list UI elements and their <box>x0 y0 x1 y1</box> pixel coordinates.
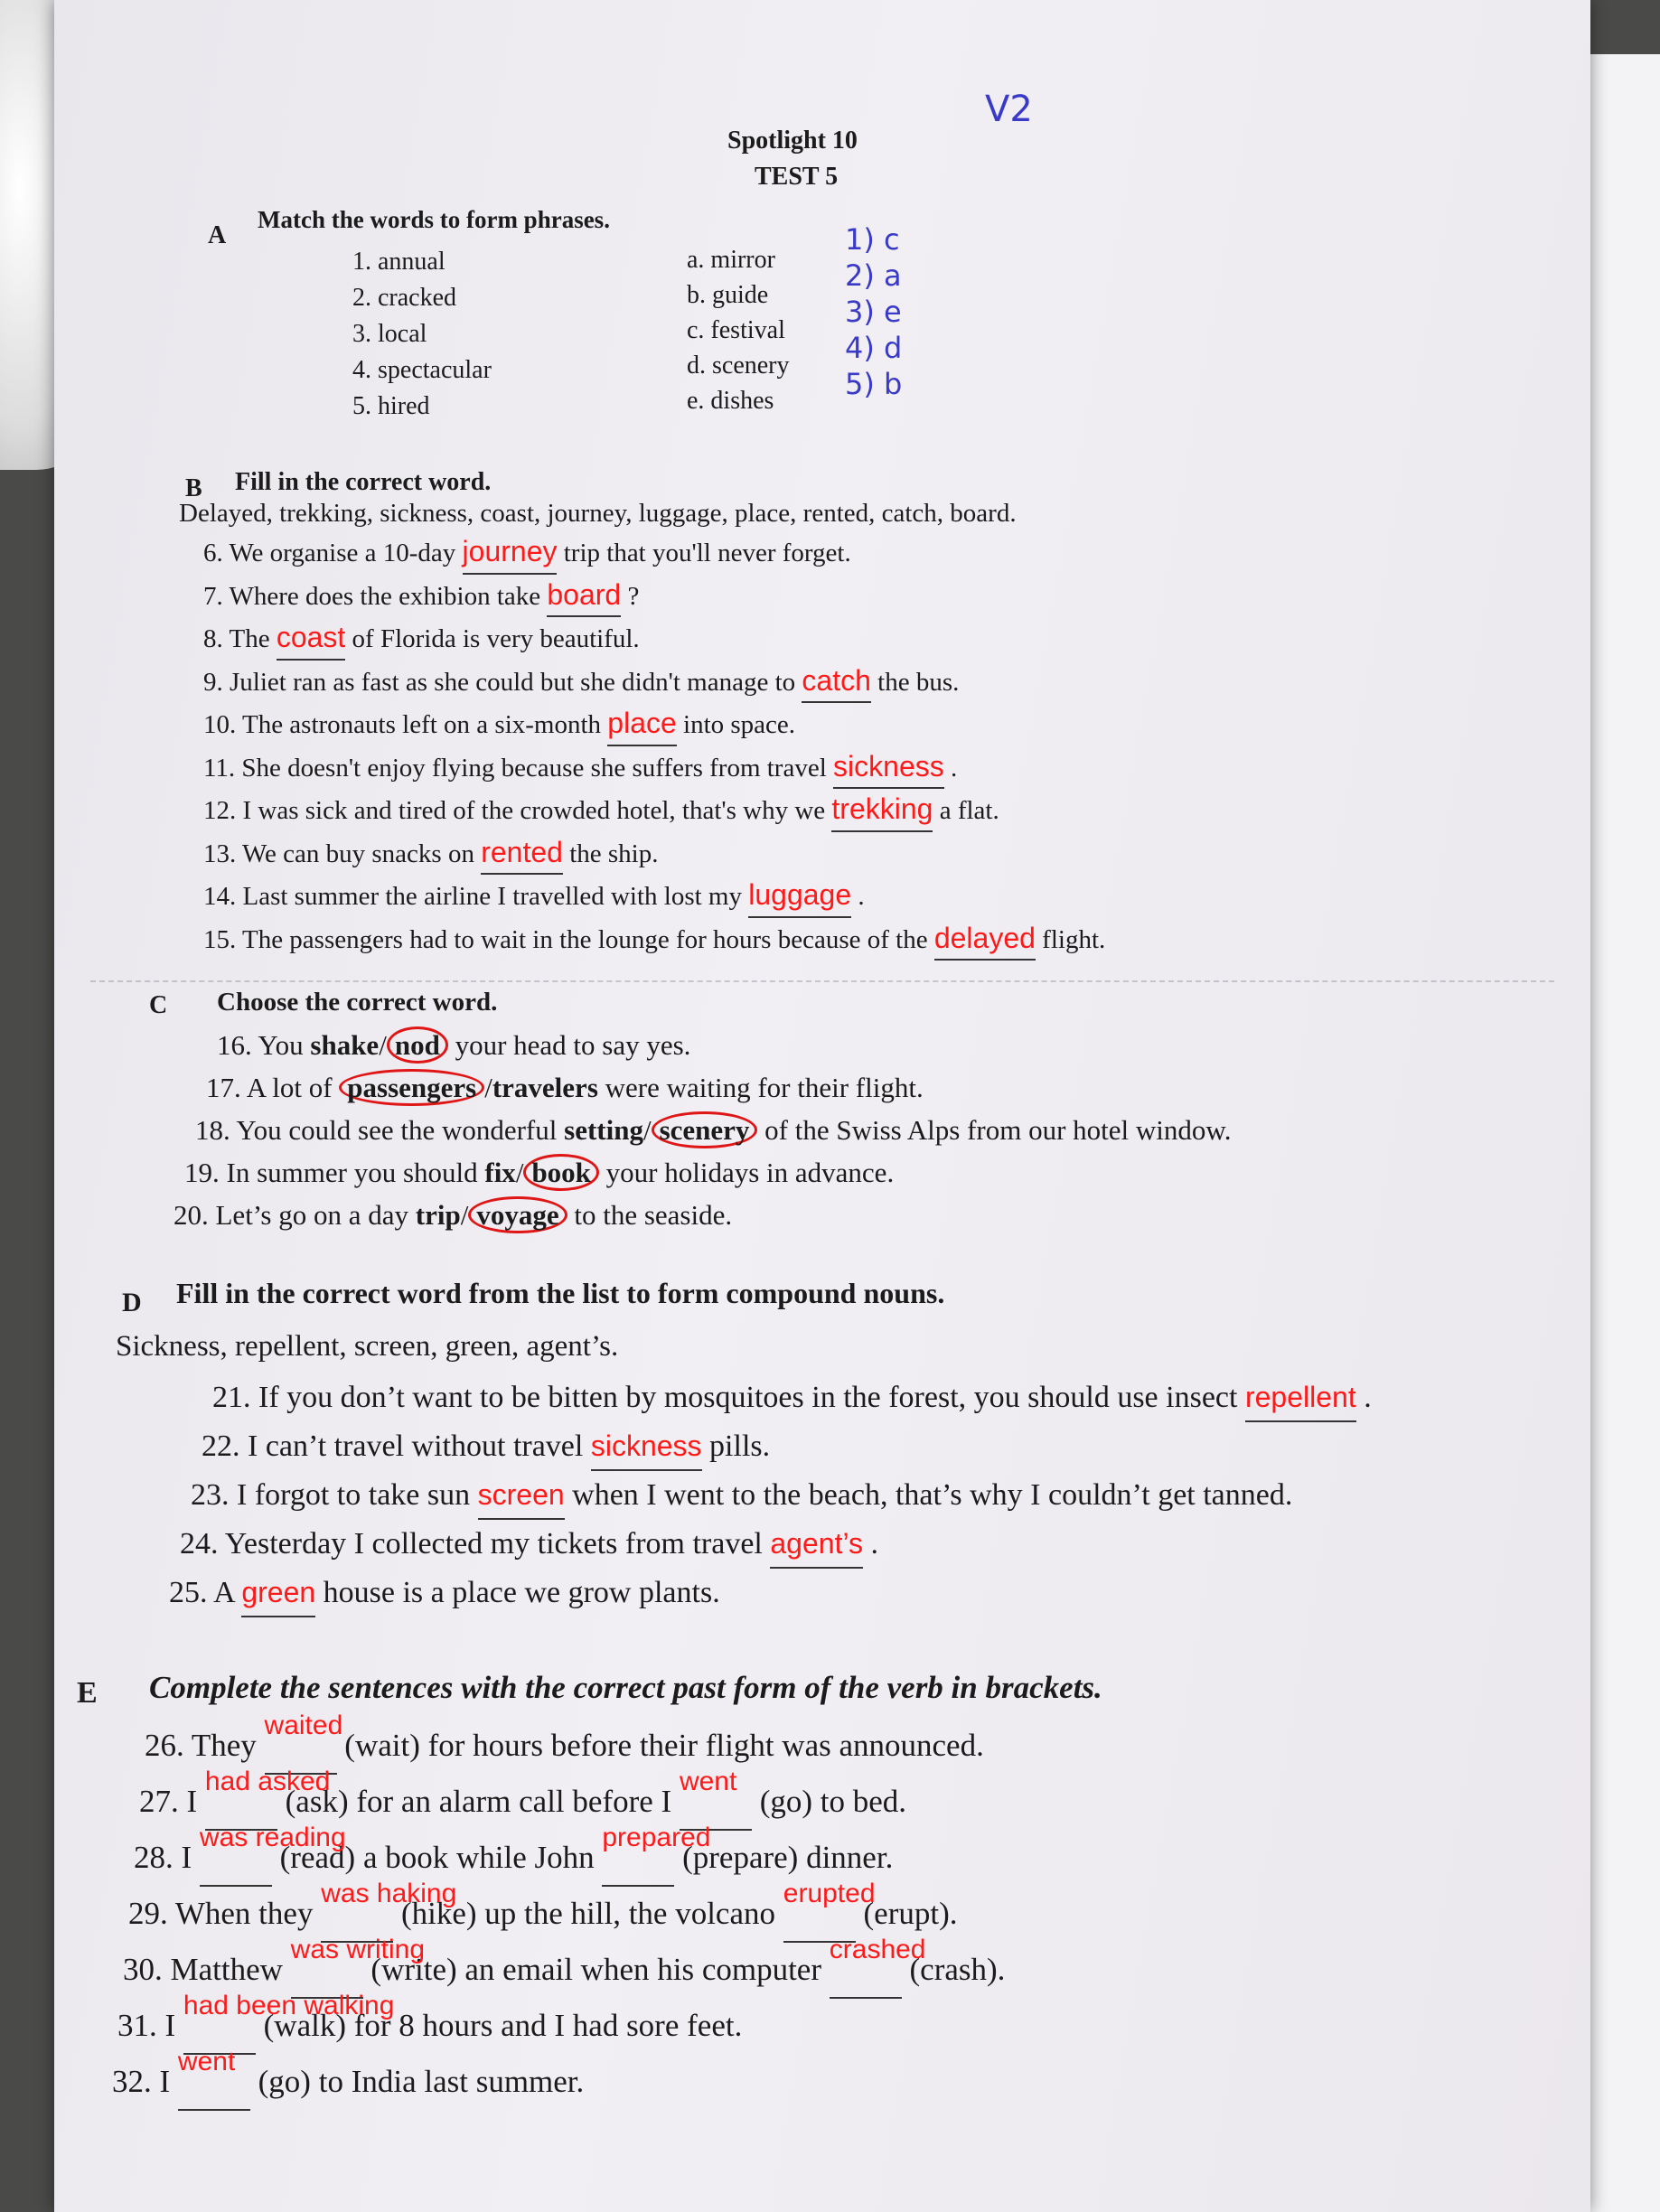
sentence-row <box>203 531 1105 575</box>
answer-text: had asked <box>204 1767 331 1796</box>
sentence-row <box>184 1151 1232 1194</box>
answer-text: erupted <box>783 1879 876 1908</box>
answer-blank: luggage <box>748 875 851 918</box>
option-separator: / <box>484 1072 492 1103</box>
handwritten-answer: 2) a <box>845 258 902 293</box>
answer-text: was writing <box>290 1935 426 1964</box>
sentence-text: your holidays in advance. <box>605 1157 895 1188</box>
handwritten-answer: 4) d <box>845 331 903 365</box>
list-item: 5. hired <box>352 392 430 420</box>
option-word: nod <box>387 1026 448 1064</box>
section-d-letter: D <box>122 1288 142 1317</box>
sentence-row <box>203 789 1105 832</box>
sentence-text: (go) to India last summer. <box>258 2064 585 2099</box>
sentence-text: your head to say yes. <box>455 1029 691 1061</box>
sentence-text: 24. Yesterday I collected my tickets from travel <box>180 1527 763 1561</box>
option-word: book <box>523 1154 598 1191</box>
list-item: c. festival <box>687 316 785 344</box>
sentence-text: of the Swiss Alps from our hotel window. <box>764 1114 1232 1146</box>
sentence-row <box>203 875 1105 918</box>
sentence-row <box>112 2047 1005 2111</box>
answer-text: was reading <box>199 1823 346 1852</box>
sentence-row <box>203 703 1105 746</box>
option-word: shake <box>310 1029 380 1061</box>
sentence-text: 22. I can’t travel without travel <box>202 1429 584 1463</box>
sentence-text: 12. I was sick and tired of the crowded hotel, that's why we <box>203 796 826 825</box>
section-d-wordlist: Sickness, repellent, screen, green, agent’s. <box>116 1330 619 1363</box>
option-word: scenery <box>652 1111 758 1148</box>
sentence-text: the ship. <box>569 839 659 868</box>
list-item: d. scenery <box>687 351 790 380</box>
answer-blank: rented <box>481 832 563 876</box>
sentence-text: 30. Matthew <box>123 1952 283 1987</box>
answer-text: waited <box>264 1711 343 1740</box>
section-c-items <box>174 1024 1232 1236</box>
answer-blank: sickness <box>591 1422 702 1471</box>
sentence-text: (read) a book while John <box>279 1840 595 1875</box>
sentence-text: 6. We organise a 10-day <box>203 539 456 567</box>
sentence-text: 7. Where does the exhibion take <box>203 581 541 611</box>
sentence-text: 17. A lot of <box>206 1072 333 1103</box>
answer-blank: agent’s <box>770 1520 863 1569</box>
answer-slot <box>829 1935 926 1999</box>
sentence-text: (prepare) dinner. <box>682 1840 894 1875</box>
sentence-row <box>202 1422 1372 1471</box>
option-separator: / <box>379 1029 387 1061</box>
sentence-row <box>203 617 1105 661</box>
option-word: setting <box>564 1114 643 1146</box>
list-item: 4. spectacular <box>352 356 492 384</box>
answer-blank: coast <box>277 617 345 661</box>
answer-text: had been walking <box>183 1991 395 2020</box>
answer-text: went <box>177 2047 236 2076</box>
sentence-text: 21. If you don’t want to be bitten by mosquitoes in the forest, you should use insect <box>212 1381 1238 1414</box>
sentence-text: . <box>870 1527 878 1561</box>
sentence-text: 26. They <box>145 1728 257 1763</box>
answer-blank: trekking <box>831 789 933 832</box>
answer-text: went <box>679 1767 737 1796</box>
sentence-row <box>203 918 1105 961</box>
sentence-text: (walk) for 8 hours and I had sore feet. <box>263 2008 743 2043</box>
answer-blank: delayed <box>934 918 1036 961</box>
option-word: travelers <box>492 1072 598 1103</box>
sentence-text: 27. I <box>139 1784 198 1819</box>
section-b-items <box>203 531 1105 961</box>
sentence-text: 25. A <box>169 1576 234 1609</box>
list-item: 1. annual <box>352 248 445 276</box>
answer-blank: green <box>241 1569 315 1617</box>
sentence-text: the bus. <box>877 667 960 697</box>
worksheet-page <box>54 0 1590 2212</box>
option-word: voyage <box>468 1196 567 1233</box>
test-number: TEST 5 <box>755 163 839 191</box>
side-paper <box>1586 54 1660 2212</box>
section-d-items <box>163 1373 1372 1617</box>
sentence-text: (wait) for hours before their flight was announced. <box>344 1728 984 1763</box>
sentence-text: 14. Last summer the airline I travelled with lost my <box>203 882 742 911</box>
option-separator: / <box>515 1157 524 1188</box>
sentence-text: 8. The <box>203 624 270 653</box>
sentence-text: 19. In summer you should <box>184 1157 478 1188</box>
worksheet-title: Spotlight 10 <box>727 127 858 155</box>
sentence-text: house is a place we grow plants. <box>323 1576 720 1609</box>
sentence-text: of Florida is very beautiful. <box>352 624 640 653</box>
sentence-text: (ask) for an alarm call before I <box>285 1784 672 1819</box>
answer-slot <box>177 2047 250 2111</box>
option-word: trip <box>415 1199 461 1231</box>
section-b-wordlist: Delayed, trekking, sickness, coast, journey, luggage, place, rented, catch, board. <box>179 499 1017 528</box>
sentence-text: . <box>950 753 958 783</box>
sentence-row <box>206 1066 1232 1109</box>
answer-blank: place <box>607 703 677 746</box>
sentence-row <box>203 746 1105 790</box>
sentence-text: 20. Let’s go on a day <box>174 1199 409 1231</box>
section-a-letter: A <box>208 221 227 249</box>
sentence-text: a flat. <box>939 796 999 825</box>
sentence-row <box>169 1569 1372 1617</box>
section-a-left-list <box>352 244 492 425</box>
sentence-text: ? <box>627 581 640 611</box>
sentence-text: to the seaside. <box>574 1199 733 1231</box>
sentence-text: 18. You could see the wonderful <box>195 1114 558 1146</box>
sentence-text: (hike) up the hill, the volcano <box>400 1896 776 1931</box>
section-a-heading: Match the words to form phrases. <box>258 206 610 233</box>
sentence-text: 16. You <box>217 1029 304 1061</box>
answer-blank: journey <box>463 531 558 575</box>
answer-slot <box>602 1823 711 1887</box>
answer-blank: screen <box>478 1471 565 1520</box>
sentence-text: 15. The passengers had to wait in the lounge for hours because of the <box>203 924 928 954</box>
section-b-heading: Fill in the correct word. <box>235 468 492 496</box>
section-c-letter: C <box>149 991 168 1019</box>
sentence-text: 28. I <box>134 1840 192 1875</box>
answer-blank: repellent <box>1245 1373 1356 1422</box>
sentence-row <box>180 1520 1372 1569</box>
section-c-heading: Choose the correct word. <box>217 988 498 1017</box>
sentence-text: were waiting for their flight. <box>605 1072 924 1103</box>
sentence-text: 9. Juliet ran as fast as she could but she didn't manage to <box>203 667 796 697</box>
sentence-text: (crash). <box>909 1952 1006 1987</box>
sentence-text: (write) an email when his computer <box>370 1952 822 1987</box>
sentence-text: 10. The astronauts left on a six-month <box>203 710 602 739</box>
sentence-text: when I went to the beach, that’s why I couldn’t get tanned. <box>572 1478 1293 1512</box>
sentence-row <box>117 1991 1005 2055</box>
sentence-row <box>191 1471 1372 1520</box>
answer-slot <box>199 1823 346 1887</box>
sentence-text: pills. <box>709 1429 771 1463</box>
list-item: a. mirror <box>687 246 775 274</box>
answer-blank: sickness <box>833 746 944 790</box>
sentence-text: (erupt). <box>863 1896 958 1931</box>
option-separator: / <box>642 1114 652 1146</box>
sentence-text: . <box>858 882 865 911</box>
sentence-text: 32. I <box>112 2064 171 2099</box>
handwritten-answer: 5) b <box>845 367 903 401</box>
answer-text: crashed <box>829 1935 926 1964</box>
sentence-row <box>174 1194 1232 1236</box>
sentence-row <box>217 1024 1232 1066</box>
answer-blank: board <box>547 575 621 618</box>
sentence-row <box>203 575 1105 618</box>
option-separator: / <box>460 1199 469 1231</box>
sentence-text: flight. <box>1042 924 1106 954</box>
answer-text: was haking <box>321 1879 457 1908</box>
sentence-row <box>203 832 1105 876</box>
section-e-letter: E <box>77 1676 98 1710</box>
sentence-text: into space. <box>683 710 796 739</box>
list-item: b. guide <box>687 281 769 309</box>
section-e-items <box>77 1711 1006 2111</box>
sentence-text: (go) to bed. <box>759 1784 907 1819</box>
paper-fold <box>90 980 1554 982</box>
section-d-heading: Fill in the correct word from the list to form compound nouns. <box>176 1277 945 1309</box>
sentence-row <box>212 1373 1372 1422</box>
sentence-text: 11. She doesn't enjoy flying because she suffers from travel <box>203 753 827 783</box>
sentence-text: 29. When they <box>128 1896 314 1931</box>
section-e-heading: Complete the sentences with the correct past form of the verb in brackets. <box>149 1670 1102 1705</box>
sentence-row <box>195 1109 1232 1151</box>
section-b-letter: B <box>185 474 202 502</box>
sentence-text: 13. We can buy snacks on <box>203 839 474 868</box>
list-item: 3. local <box>352 320 427 348</box>
option-word: passengers <box>339 1069 484 1106</box>
list-item: 2. cracked <box>352 284 457 312</box>
answer-blank: catch <box>802 661 870 704</box>
sentence-text: 23. I forgot to take sun <box>191 1478 471 1512</box>
handwritten-answer: 3) e <box>845 295 902 329</box>
handwritten-answers <box>845 221 902 402</box>
section-a-right-list <box>687 242 790 418</box>
list-item: e. dishes <box>687 387 774 415</box>
sentence-row <box>203 661 1105 704</box>
handwritten-answer: 1) c <box>845 222 900 257</box>
version-mark: V2 <box>985 89 1033 130</box>
sentence-text: 31. I <box>117 2008 176 2043</box>
option-word: fix <box>484 1157 516 1188</box>
sentence-text: trip that you'll never forget. <box>563 539 851 567</box>
sentence-text: . <box>1364 1381 1372 1414</box>
answer-text: prepared <box>602 1823 711 1852</box>
